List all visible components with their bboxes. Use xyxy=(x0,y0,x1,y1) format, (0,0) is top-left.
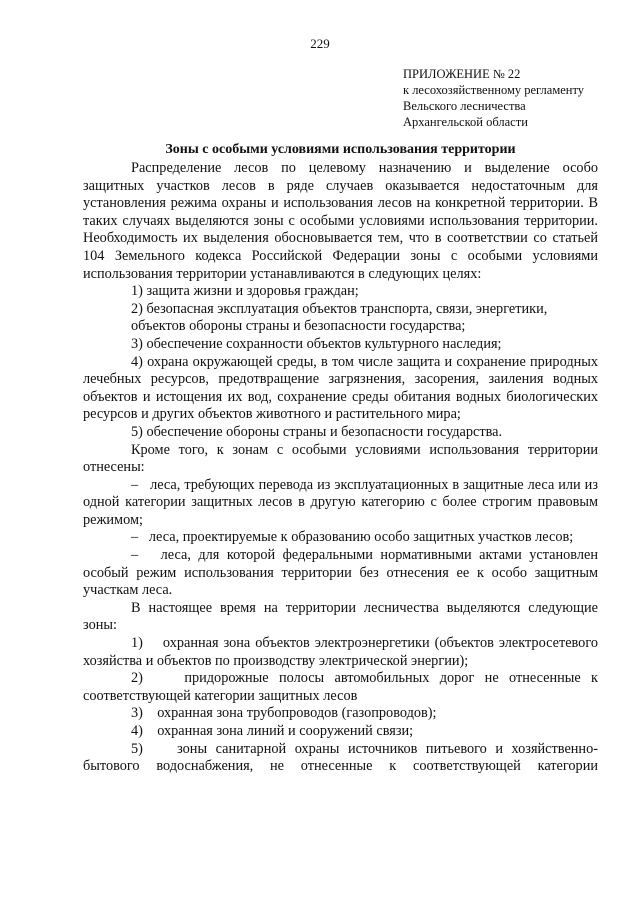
numbered-item: 2) придорожные полосы автомобильных дорог не отнесенные к соответствующей категории защитных лесов xyxy=(83,670,598,704)
numbered-item: 5) зоны санитарной охраны источников питьевого и хозяйственно-бытового водоснабжения, не отнесенные к соответствующей категории xyxy=(83,740,598,775)
appendix-line: Вельского лесничества xyxy=(403,99,526,113)
appendix-line: Архангельской области xyxy=(403,115,528,129)
appendix-line: к лесохозяйственному регламенту xyxy=(403,83,585,97)
list-item: 2) безопасная эксплуатация объектов транспорта, связи, энергетики, xyxy=(131,300,548,317)
appendix-block xyxy=(403,66,584,130)
list-item: 3) обеспечение сохранности объектов культурного наследия; xyxy=(131,335,502,352)
list-item: 5) обеспечение обороны страны и безопасности государства. xyxy=(131,423,503,440)
paragraph: Кроме того, к зонам с особыми условиями использования территории отнесены: xyxy=(83,441,598,476)
appendix-line: ПРИЛОЖЕНИЕ № 22 xyxy=(403,67,521,81)
list-item-continuation: объектов обороны страны и безопасности государства; xyxy=(131,318,466,335)
numbered-item: 4) охранная зона линий и сооружений связи; xyxy=(131,723,414,739)
list-item: 4) охрана окружающей среды, в том числе защита и сохранение природных лечебных ресурсов, предотвращение загрязнения, засорения, заиления водных объектов и истощения их вод, сохранение среды обитания водных биологических ресурсов и других объектов животного и растительного мира; xyxy=(83,353,598,423)
dash-item: – леса, требующих перевода из эксплуатационных в защитные леса или из одной категории защитных лесов в другую категорию с более строгим правовым режимом; xyxy=(83,476,598,528)
page-number: 229 xyxy=(310,36,330,51)
list-item: 1) защита жизни и здоровья граждан; xyxy=(131,283,359,300)
paragraph: В настоящее время на территории лесничества выделяются следующие зоны: xyxy=(83,599,598,634)
numbered-item: 1) охранная зона объектов электроэнергетики (объектов электросетевого хозяйства и объектов по производству электрической энергии); xyxy=(83,635,598,669)
document-title: Зоны с особыми условиями использования территории xyxy=(165,142,516,157)
dash-item: – леса, проектируемые к образованию особо защитных участков лесов; xyxy=(131,529,574,546)
paragraph: Распределение лесов по целевому назначению и выделение особо защитных участков лесов в ряде случаев оказывается недостаточным для установления режима охраны и использования лесов на конкретной территории. В таких случаях выделяются зоны с особыми условиями использования территории. Необходимость их выделения обосновывается тем, что в соответствии со статьей 104 Земельного кодекса Российской Федерации зоны с особыми условиями использования территории устанавливаются в следующих целях: xyxy=(83,160,598,282)
document-body xyxy=(83,160,598,776)
dash-item: – леса, для которой федеральными нормативными актами установлен особый режим использования территории без отнесения ее к особо защитным участкам леса. xyxy=(83,547,598,599)
numbered-item: 3) охранная зона трубопроводов (газопроводов); xyxy=(131,705,437,722)
